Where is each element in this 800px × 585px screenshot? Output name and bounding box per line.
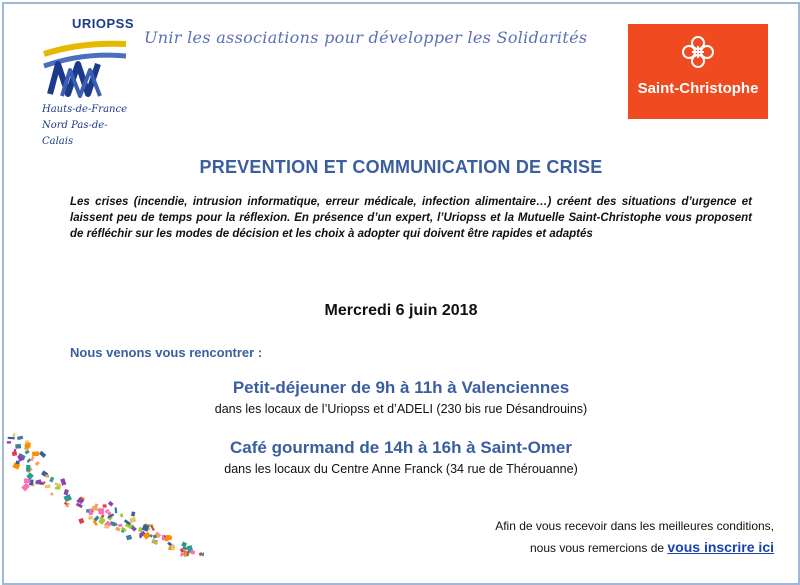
confetti-piece — [180, 552, 183, 556]
confetti-piece — [126, 535, 132, 541]
confetti-piece — [27, 458, 32, 463]
confetti-piece — [32, 451, 39, 456]
confetti-piece — [26, 465, 31, 472]
uriopss-logo — [34, 16, 134, 146]
confetti-piece — [115, 507, 118, 513]
uriopss-name: URIOPSS — [72, 16, 135, 31]
confetti-piece — [86, 509, 89, 513]
confetti-piece — [39, 451, 46, 458]
confetti-piece — [55, 487, 58, 490]
confetti-piece — [51, 493, 54, 496]
confetti-piece — [64, 489, 69, 495]
confetti-piece — [171, 545, 175, 550]
confetti-piece — [201, 551, 204, 556]
confetti-piece — [31, 456, 35, 461]
confetti-piece — [88, 516, 93, 520]
confetti-piece — [35, 461, 40, 466]
confetti-piece — [115, 527, 121, 532]
confetti-piece — [17, 436, 23, 441]
signup-link[interactable]: vous inscrire ici — [667, 539, 774, 555]
confetti-piece — [120, 513, 123, 517]
uriopss-wave-icon — [40, 34, 130, 98]
confetti-piece — [103, 504, 107, 507]
closing-line-1: Afin de vous recevoir dans les meilleures conditions, — [495, 519, 774, 533]
saint-christophe-flower-icon — [682, 34, 714, 70]
confetti-piece — [49, 477, 54, 483]
confetti-piece — [98, 508, 104, 514]
confetti-piece — [45, 485, 51, 489]
confetti-piece — [15, 444, 21, 449]
confetti-piece — [181, 542, 187, 548]
confetti-piece — [63, 494, 72, 502]
confetti-piece — [184, 552, 186, 557]
closing-text — [495, 516, 774, 559]
confetti-piece — [98, 517, 106, 525]
confetti-piece — [78, 518, 84, 524]
event-detail-breakfast: dans les locaux de l’Uriopss et d’ADELI (230 bis rue Désandrouins) — [214, 402, 588, 416]
closing-line-2: nous vous remercions de vous inscrire ici — [529, 539, 774, 555]
event-title-cafe: Café gourmand de 14h à 16h à Saint-Omer — [230, 438, 572, 457]
confetti-piece — [60, 478, 66, 486]
event-title-breakfast: Petit-déjeuner de 9h à 11h à Valenciennes — [232, 378, 570, 397]
confetti-piece — [129, 517, 136, 524]
flyer — [2, 2, 800, 585]
meet-heading: Nous venons vous rencontrer : — [70, 345, 263, 360]
confetti-piece — [118, 524, 123, 528]
slogan: Unir les associations pour développer les Solidarités — [144, 28, 588, 47]
confetti-piece — [131, 511, 135, 516]
confetti-piece — [108, 501, 114, 507]
event-detail-cafe: dans les locaux du Centre Anne Franck (34 rue de Thérouanne) — [224, 462, 578, 476]
confetti-piece — [21, 483, 30, 492]
confetti-piece — [190, 550, 195, 554]
confetti-piece — [150, 525, 155, 531]
saint-christophe-logo — [628, 24, 768, 119]
confetti-piece — [93, 520, 98, 526]
confetti-piece — [12, 451, 17, 456]
partner-name: Saint-Christophe — [637, 80, 759, 97]
confetti-decoration — [4, 424, 204, 583]
intro-paragraph: Les crises (incendie, intrusion informatique, erreur médicale, infection alimentaire…) créent des situations d’urgence et laissent peu de temps pour la réflexion. En présence d’un expert, l’Uriopss et la Mutuelle Saint-Christophe vous proposent de réfléchir sur les modes de décision et les choix à adopter qui doivent être rapides et adaptés — [70, 196, 752, 240]
confetti-piece — [16, 461, 20, 464]
uriopss-region: Hauts-de-France Nord Pas-de-Calais — [42, 104, 127, 147]
confetti-piece — [12, 433, 15, 438]
confetti-piece — [7, 441, 11, 444]
confetti-piece — [104, 525, 109, 529]
page-title: PREVENTION ET COMMUNICATION DE CRISE — [199, 157, 603, 177]
event-date: Mercredi 6 juin 2018 — [324, 302, 478, 319]
